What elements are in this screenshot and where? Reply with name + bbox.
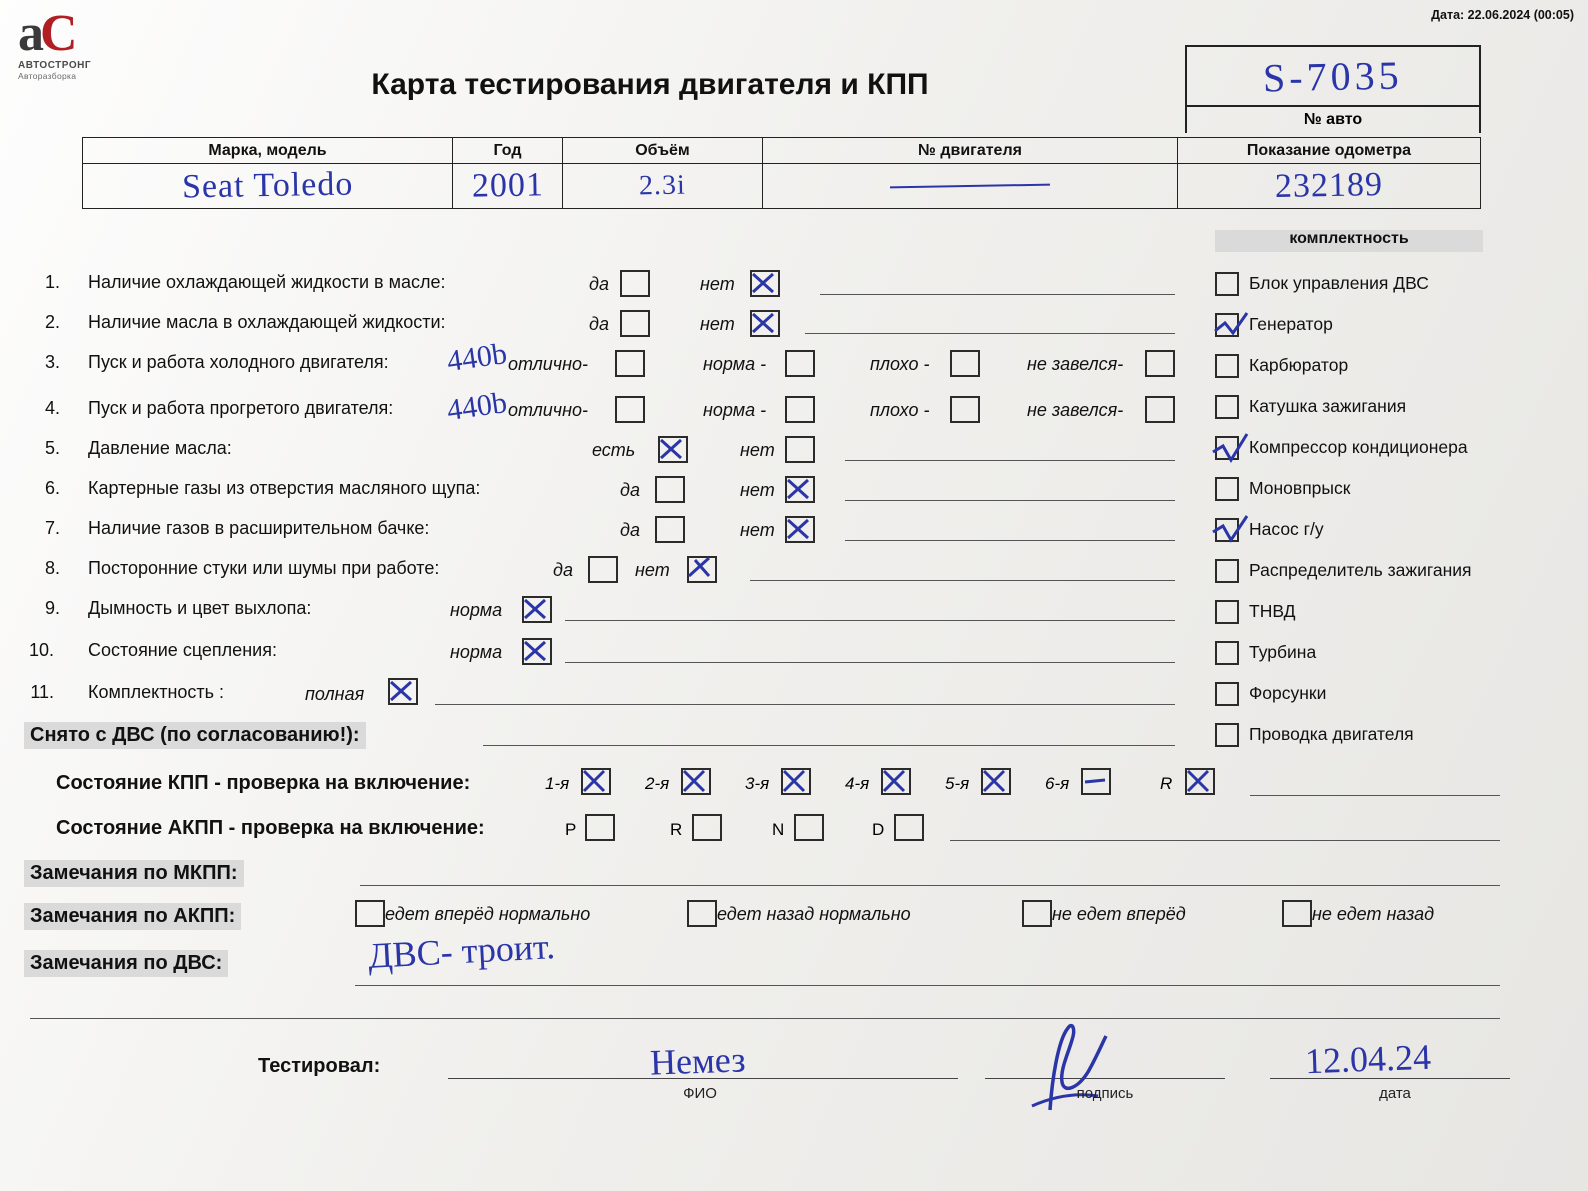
question-text: Комплектность : <box>88 682 225 702</box>
question-text: Состояние сцепления: <box>88 640 277 660</box>
fill-line <box>565 662 1175 663</box>
completeness-item[interactable] <box>1215 263 1545 304</box>
question-text: Картерные газы из отверстия масляного щупа: <box>88 478 481 498</box>
tested-by-label: Тестировал: <box>258 1055 381 1077</box>
check-mark-icon <box>1181 762 1221 802</box>
date-value: 12.04.24 <box>1304 1036 1432 1082</box>
question-text: Наличие масла в охлаждающей жидкости: <box>88 312 446 332</box>
option-label: нет <box>740 440 775 460</box>
option-label: да <box>553 560 573 580</box>
completeness-item[interactable] <box>1215 345 1545 386</box>
date-caption: дата <box>1379 1085 1411 1102</box>
fill-line <box>750 580 1175 581</box>
option-label: отлично- <box>508 354 588 374</box>
col-header-year: Год <box>452 137 562 164</box>
fill-line <box>565 620 1175 621</box>
akpp-mode-label: D <box>872 820 885 839</box>
fill-line <box>30 1018 1500 1019</box>
question-number: 1. <box>44 272 60 292</box>
checkbox-gear-r[interactable] <box>1185 768 1215 795</box>
option-label: нет <box>700 274 735 294</box>
checkbox-q10-normal[interactable] <box>522 638 552 665</box>
checkbox-q9-normal[interactable] <box>522 596 552 623</box>
check-mark-icon <box>877 762 917 802</box>
check-mark-icon <box>1211 512 1251 552</box>
col-header-brand: Марка, модель <box>82 137 452 164</box>
logo-line-2: Авторазборка <box>18 71 77 81</box>
checkbox-raspredelitel-zazhiganiya[interactable] <box>1215 559 1239 583</box>
question-text: Наличие газов в расширительном бачке: <box>88 518 430 538</box>
question-text: Давление масла: <box>88 438 232 458</box>
checkbox-karbyurator[interactable] <box>1215 354 1239 378</box>
fill-line <box>845 500 1175 501</box>
removed-from-engine-label: Снято с ДВС (по согласованию!): <box>24 722 366 749</box>
header-row-labels <box>82 137 1481 164</box>
akpp-option-label: едет вперёд нормально <box>385 904 591 924</box>
question-number: 6. <box>44 478 60 498</box>
check-mark-icon <box>683 550 723 590</box>
checkbox-q5-no[interactable] <box>785 436 815 463</box>
checkbox-akpp-reverse-ok[interactable] <box>687 900 717 927</box>
option-label: нет <box>740 480 775 500</box>
checkbox-q1-no[interactable] <box>750 270 780 297</box>
check-mark-icon <box>781 510 821 550</box>
mkpp-label: Состояние КПП - проверка на включение: <box>56 772 471 794</box>
option-label: плохо - <box>870 400 930 420</box>
completeness-label: Карбюратор <box>1249 355 1349 375</box>
question-text: Пуск и работа прогретого двигателя: <box>88 398 394 418</box>
date-stamp: Дата: 22.06.2024 (00:05) <box>1431 8 1574 22</box>
option-label: полная <box>305 684 365 704</box>
option-label: нет <box>740 520 775 540</box>
option-label: есть <box>592 440 636 460</box>
value-volume: 2.3i <box>562 164 762 209</box>
question-text: Пуск и работа холодного двигателя: <box>88 352 389 372</box>
page-title: Карта тестирования двигателя и КПП <box>371 68 929 101</box>
logo-mark: aC <box>18 5 74 62</box>
check-mark-icon <box>1211 307 1251 347</box>
gear-label: 3-я <box>745 774 770 793</box>
akpp-mode-label: N <box>772 820 785 839</box>
fill-line <box>1250 795 1500 796</box>
option-label: нет <box>700 314 735 334</box>
question-number: 10. <box>28 640 54 660</box>
checkbox-q8-no[interactable] <box>687 556 717 583</box>
check-mark-icon <box>746 304 786 344</box>
col-header-volume: Объём <box>562 137 762 164</box>
gear-label: R <box>1160 774 1173 793</box>
question-number: 5. <box>44 438 60 458</box>
checkbox-q4-excellent[interactable] <box>615 396 645 423</box>
checkbox-q3-normal[interactable] <box>785 350 815 377</box>
signature-mark <box>1010 1010 1140 1125</box>
checkbox-akpp-n[interactable] <box>794 814 824 841</box>
value-odometer: 232189 <box>1177 164 1481 209</box>
col-header-odometer: Показание одометра <box>1177 137 1481 164</box>
check-mark-icon <box>977 762 1017 802</box>
completeness-list <box>1215 263 1545 755</box>
completeness-label: ТНВД <box>1249 601 1296 621</box>
fill-line <box>845 460 1175 461</box>
check-mark-icon <box>384 672 424 712</box>
value-year: 2001 <box>452 164 562 209</box>
completeness-label: Генератор <box>1249 314 1333 334</box>
checkbox-gear-2[interactable] <box>681 768 711 795</box>
name-caption: ФИО <box>683 1085 717 1102</box>
check-mark-icon <box>577 762 617 802</box>
check-mark-icon <box>777 762 817 802</box>
company-logo <box>18 5 138 86</box>
completeness-item[interactable] <box>1215 673 1545 714</box>
auto-number-value-cell <box>1185 45 1481 105</box>
col-header-engine-no: № двигателя <box>762 137 1177 164</box>
option-label: плохо - <box>870 354 930 374</box>
completeness-label: Форсунки <box>1249 683 1327 703</box>
option-label: не завелся- <box>1027 400 1124 420</box>
question-number: 2. <box>44 312 60 332</box>
completeness-item[interactable] <box>1215 550 1545 591</box>
gear-label: 5-я <box>945 774 970 793</box>
completeness-label: Распределитель зажигания <box>1249 560 1472 580</box>
checkbox-q3-bad[interactable] <box>950 350 980 377</box>
option-label: отлично- <box>508 400 588 420</box>
checkbox-q6-no[interactable] <box>785 476 815 503</box>
checkbox-gear-1[interactable] <box>581 768 611 795</box>
completeness-item[interactable] <box>1215 304 1545 345</box>
checkbox-provodka-dvigatelya[interactable] <box>1215 723 1239 747</box>
fill-line <box>483 745 1175 746</box>
checkbox-monovprysk[interactable] <box>1215 477 1239 501</box>
question-number: 3. <box>44 352 60 372</box>
completeness-label: Компрессор кондиционера <box>1249 437 1468 457</box>
checkbox-gear-3[interactable] <box>781 768 811 795</box>
completeness-label: Блок управления ДВС <box>1249 273 1429 293</box>
checkbox-katushka-zazhiganiya[interactable] <box>1215 395 1239 419</box>
checkbox-q4-normal[interactable] <box>785 396 815 423</box>
fill-line <box>820 294 1175 295</box>
checkbox-nasos-gu[interactable] <box>1215 518 1239 542</box>
question-number: 11. <box>30 682 54 702</box>
checkbox-q1-yes[interactable] <box>620 270 650 297</box>
checkbox-q8-yes[interactable] <box>588 556 618 583</box>
handwritten-note-q3: 440b <box>444 336 509 379</box>
option-label: не завелся- <box>1027 354 1124 374</box>
option-label: да <box>589 314 609 334</box>
question-text: Наличие охлаждающей жидкости в масле: <box>88 272 446 292</box>
vehicle-header-table <box>82 137 1481 209</box>
completeness-label: Моновпрыск <box>1249 478 1351 498</box>
completeness-title: комплектность <box>1215 230 1483 252</box>
option-label: да <box>620 480 640 500</box>
completeness-label: Катушка зажигания <box>1249 396 1407 416</box>
check-mark-icon <box>518 632 558 672</box>
value-engine-no <box>762 164 1177 209</box>
checkbox-q7-no[interactable] <box>785 516 815 543</box>
akpp-label: Состояние АКПП - проверка на включение: <box>56 817 485 839</box>
fill-line <box>360 885 1500 886</box>
question-number: 4. <box>44 398 60 418</box>
checkbox-akpp-r[interactable] <box>692 814 722 841</box>
checkbox-akpp-forward-ok[interactable] <box>355 900 385 927</box>
option-label: норма <box>450 642 503 662</box>
remarks-akpp-label: Замечания по АКПП: <box>24 903 241 930</box>
question-text: Посторонние стуки или шумы при работе: <box>88 558 440 578</box>
completeness-label: Насос г/у <box>1249 519 1324 539</box>
fill-line <box>355 985 1500 986</box>
option-label: да <box>589 274 609 294</box>
value-brand: Seat Toledo <box>82 164 452 209</box>
checkbox-akpp-d[interactable] <box>894 814 924 841</box>
checkbox-q2-no[interactable] <box>750 310 780 337</box>
question-number: 7. <box>44 518 60 538</box>
checkbox-gear-6[interactable] <box>1081 768 1111 795</box>
check-mark-icon <box>781 470 821 510</box>
auto-number-box <box>1185 45 1481 133</box>
check-mark-icon <box>1211 430 1251 470</box>
completeness-label: Проводка двигателя <box>1249 724 1414 744</box>
gear-label: 4-я <box>845 774 870 793</box>
check-mark-icon <box>654 430 694 470</box>
checkbox-akpp-no-forward[interactable] <box>1022 900 1052 927</box>
checkbox-forsunki[interactable] <box>1215 682 1239 706</box>
checkbox-akpp-p[interactable] <box>585 814 615 841</box>
question-text: Дымность и цвет выхлопа: <box>88 598 312 618</box>
check-mark-icon <box>746 264 786 304</box>
question-number: 9. <box>44 598 60 618</box>
completeness-item[interactable] <box>1215 591 1545 632</box>
checkbox-kompressor-konditsionera[interactable] <box>1215 436 1239 460</box>
logo-line-1: АВТОСТРОНГ <box>18 60 91 71</box>
option-label: норма - <box>703 400 767 420</box>
akpp-mode-label: R <box>670 820 683 839</box>
checkbox-q4-bad[interactable] <box>950 396 980 423</box>
completeness-item[interactable] <box>1215 509 1545 550</box>
checkbox-q11-full[interactable] <box>388 678 418 705</box>
completeness-item[interactable] <box>1215 632 1545 673</box>
checkbox-q2-yes[interactable] <box>620 310 650 337</box>
check-mark-icon <box>677 762 717 802</box>
remarks-mkpp-label: Замечания по МКПП: <box>24 860 244 887</box>
checkbox-tnvd[interactable] <box>1215 600 1239 624</box>
checkbox-gear-4[interactable] <box>881 768 911 795</box>
fill-line <box>435 704 1175 705</box>
option-label: да <box>620 520 640 540</box>
checkbox-blok-upravleniya[interactable] <box>1215 272 1239 296</box>
signature-caption: подпись <box>1076 1085 1134 1102</box>
checkbox-q3-excellent[interactable] <box>615 350 645 377</box>
gear-label: 6-я <box>1045 774 1070 793</box>
completeness-item[interactable] <box>1215 468 1545 509</box>
fill-line <box>950 840 1500 841</box>
handwritten-note-q4: 440b <box>444 385 509 428</box>
checkbox-q6-yes[interactable] <box>655 476 685 503</box>
akpp-option-label: не едет вперёд <box>1052 904 1186 924</box>
check-mark-icon <box>518 590 558 630</box>
checkbox-q3-nostart[interactable] <box>1145 350 1175 377</box>
checkbox-q4-nostart[interactable] <box>1145 396 1175 423</box>
completeness-item[interactable] <box>1215 427 1545 468</box>
fill-line <box>805 333 1175 334</box>
gear-label: 1-я <box>545 774 570 793</box>
header-row-values <box>82 164 1481 209</box>
checkbox-akpp-no-reverse[interactable] <box>1282 900 1312 927</box>
akpp-option-label: не едет назад <box>1312 904 1435 924</box>
option-label: норма - <box>703 354 767 374</box>
completeness-item[interactable] <box>1215 714 1545 755</box>
auto-number-value: S-7035 <box>1262 52 1404 100</box>
checkbox-gear-5[interactable] <box>981 768 1011 795</box>
dash-mark-icon <box>1077 762 1117 802</box>
checkbox-turbina[interactable] <box>1215 641 1239 665</box>
tester-name-value: Немез <box>649 1039 747 1083</box>
checkbox-q7-yes[interactable] <box>655 516 685 543</box>
option-label: норма <box>450 600 503 620</box>
completeness-item[interactable] <box>1215 386 1545 427</box>
question-number: 8. <box>44 558 60 578</box>
option-label: нет <box>635 560 670 580</box>
remarks-dvs-value: ДВС- троит. <box>367 926 556 976</box>
akpp-mode-label: P <box>565 820 577 839</box>
checkbox-q5-yes[interactable] <box>658 436 688 463</box>
remarks-dvs-label: Замечания по ДВС: <box>24 950 228 977</box>
completeness-label: Турбина <box>1249 642 1317 662</box>
auto-number-caption: № авто <box>1185 105 1481 133</box>
fill-line <box>845 540 1175 541</box>
akpp-option-label: едет назад нормально <box>717 904 911 924</box>
gear-label: 2-я <box>645 774 670 793</box>
checkbox-generator[interactable] <box>1215 313 1239 337</box>
